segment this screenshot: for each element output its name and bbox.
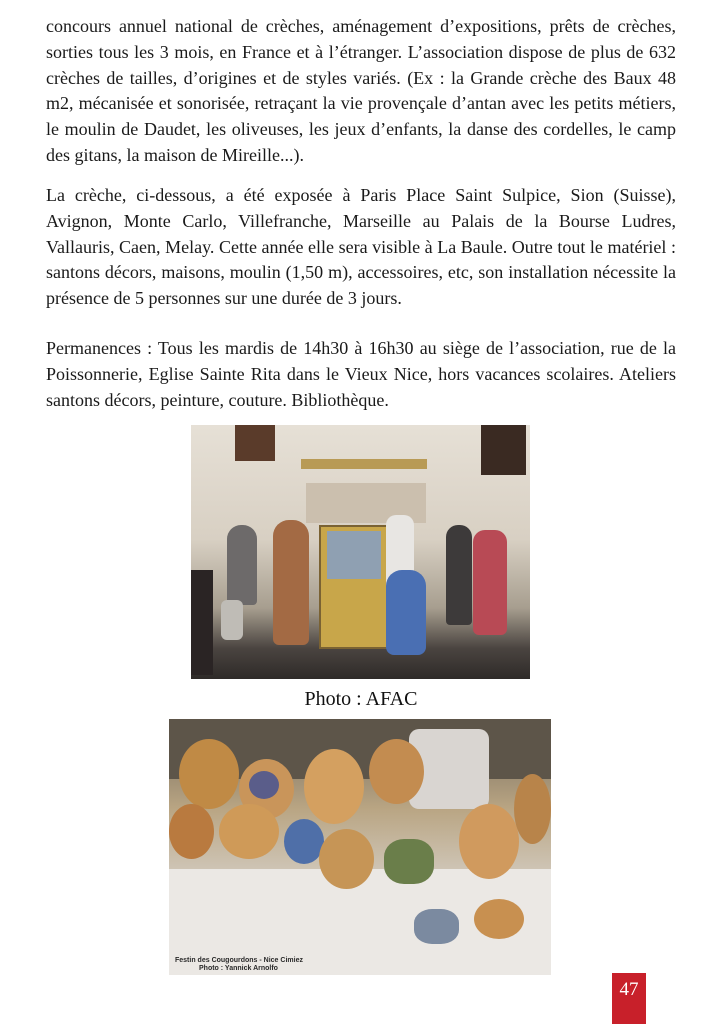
santon-figure	[227, 525, 257, 605]
gourd	[219, 804, 279, 859]
santon-figure	[446, 525, 472, 625]
photo-credit-title: Festin des Cougourdons - Nice Cimiez	[175, 957, 303, 964]
window-left	[235, 425, 275, 461]
gourd-scene	[249, 771, 279, 799]
gourd	[474, 899, 524, 939]
gourd-scene	[414, 909, 459, 944]
paragraph-1: concours annuel national de crèches, aménagement d’expositions, prêts de crèches, sorties tous les 3 mois, en France et à l’étranger. L’association dispose de plus de 632 crèches de tailles, d’origines et de styles variés. (Ex : la Grande crèche des Baux 48 m2, mécanisée et sonorisée, retraçant la vie provençale d’antan avec les petits métiers, le moulin de Daudet, les oliveuses, les jeux d’enfants, la danse des cordelles, le camp des gitans, la maison de Mireille...).	[46, 16, 676, 165]
stable-interior	[327, 531, 381, 579]
foliage	[384, 839, 434, 884]
page-number: 47	[619, 979, 639, 1000]
santon-figure	[473, 530, 507, 635]
gourd	[459, 804, 519, 879]
gourd	[304, 749, 364, 824]
photo-credit-author: Photo : Yannick Arnolfo	[199, 965, 278, 972]
santon-monk	[273, 520, 309, 645]
altar-frieze	[301, 459, 427, 469]
window-right	[481, 425, 526, 475]
gourd-blue	[284, 819, 324, 864]
gourd	[179, 739, 239, 809]
gourd	[514, 774, 551, 844]
gourd	[319, 829, 374, 889]
santon-blue	[386, 570, 426, 655]
visitor	[191, 570, 213, 675]
gourd	[169, 804, 214, 859]
paragraph-2: La crèche, ci-dessous, a été exposée à Paris Place Saint Sulpice, Sion (Suisse), Avignon, Monte Carlo, Villefranche, Marseille au Palais de la Bourse Ludres, Vallauris, Caen, Melay. Cette année elle sera visible à La Baule. Outre tout le matériel : santons décors, maisons, moulin (1,50 m), accessoires, etc, son installation nécessite la présence de 5 personnes sur une durée de 3 jours.	[46, 185, 676, 309]
page-number-badge	[612, 973, 646, 1024]
creche-photo	[191, 425, 530, 679]
milk-can	[221, 600, 243, 640]
gourd	[369, 739, 424, 804]
gourds-photo	[169, 719, 551, 975]
photo-caption: Photo : AFAC	[304, 688, 418, 710]
paragraph-3: Permanences : Tous les mardis de 14h30 à 16h30 au siège de l’association, rue de la Poissonnerie, Eglise Sainte Rita dans le Vieux Nice, hors vacances scolaires. Ateliers santons décors, peinture, couture. Bibliothèque.	[46, 338, 676, 410]
